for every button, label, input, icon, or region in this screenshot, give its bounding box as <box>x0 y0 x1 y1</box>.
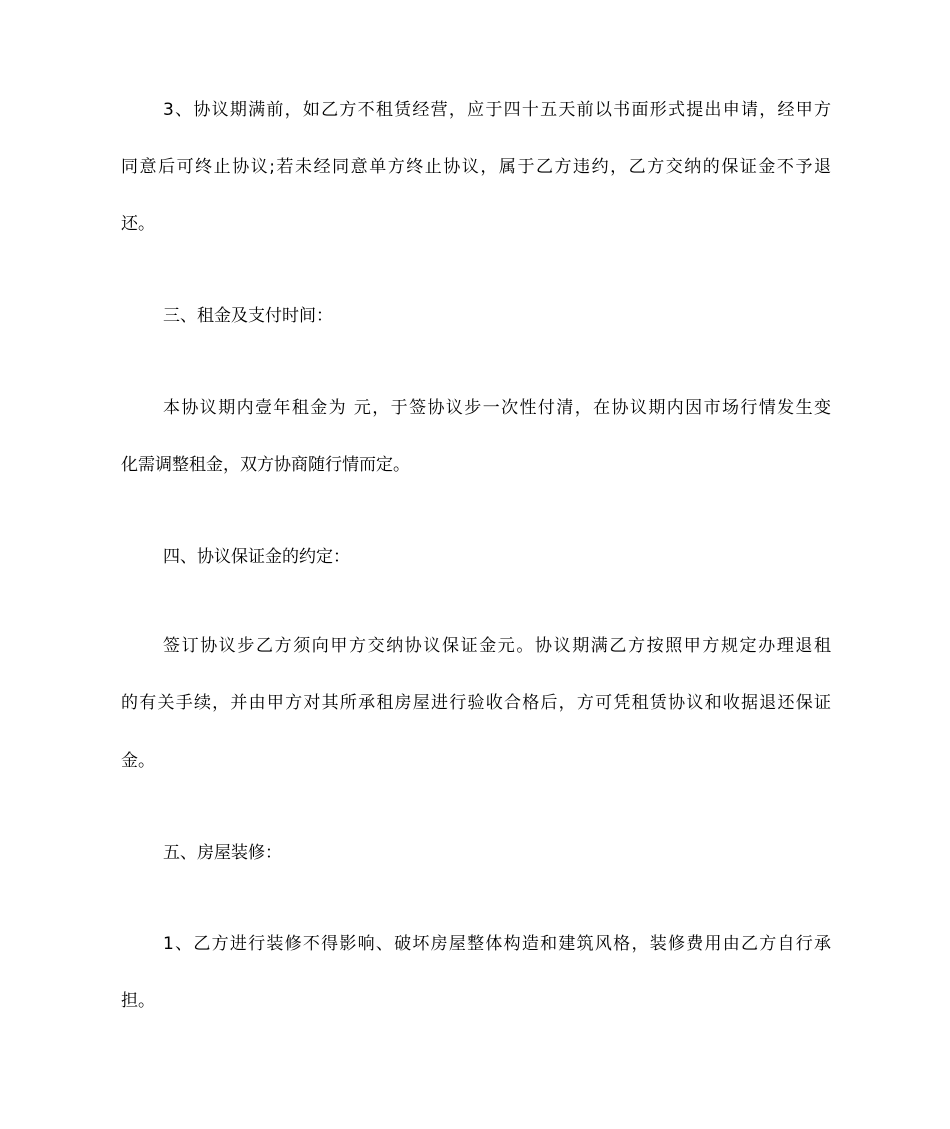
section-3-heading: 三、租金及支付时间： <box>163 306 333 326</box>
deposit-paragraph-line-3: 金。 <box>121 751 155 771</box>
deposit-paragraph-line-2: 的有关手续，并由甲方对其所承租房屋进行验收合格后，方可凭租赁协议和收据退还保证 <box>121 693 831 713</box>
clause-3-line-2: 同意后可终止协议;若未经同意单方终止协议，属于乙方违约，乙方交纳的保证金不予退 <box>121 157 831 177</box>
section-4-heading: 四、协议保证金的约定： <box>163 547 350 567</box>
rent-paragraph-line-1: 本协议期内壹年租金为 元，于签协议步一次性付清，在协议期内因市场行情发生变 <box>163 398 831 418</box>
clause-3-line-1: 3、协议期满前，如乙方不租赁经营，应于四十五天前以书面形式提出申请，经甲方 <box>163 100 831 120</box>
deposit-paragraph-line-1: 签订协议步乙方须向甲方交纳协议保证金元。协议期满乙方按照甲方规定办理退租 <box>163 636 831 656</box>
renovation-clause-1-line-1: 1、乙方进行装修不得影响、破坏房屋整体构造和建筑风格，装修费用由乙方自行承 <box>163 934 831 954</box>
rent-paragraph-line-2: 化需调整租金，双方协商随行情而定。 <box>121 455 410 475</box>
clause-3-line-3: 还。 <box>121 214 155 234</box>
renovation-clause-1-line-2: 担。 <box>121 991 155 1011</box>
section-5-heading: 五、房屋装修： <box>163 843 282 863</box>
